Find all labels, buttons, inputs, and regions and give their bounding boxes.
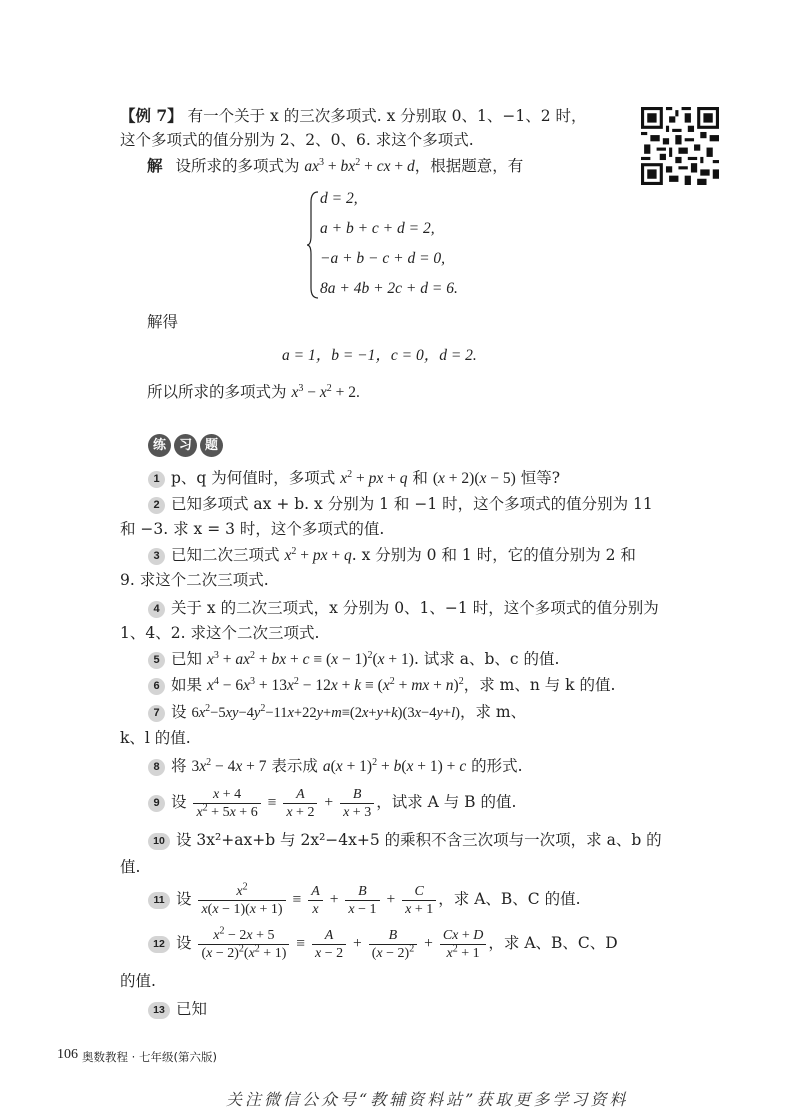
exercise-6: 6 如果 $x^4 - 6x^3 + 13x^2 - 12x + k \equiv (x^2$ + mx + n)$^2$，求 m、n 与 k 的值.	[148, 674, 615, 697]
exercise-text: 设	[171, 793, 187, 811]
page-number: 106	[57, 1047, 78, 1062]
solution-values: a = 1，b = −1，c = 0，d = 2.	[282, 347, 477, 364]
exercise-text: 已知	[176, 1000, 208, 1018]
badge-char-2: 习	[174, 434, 197, 457]
exercise-9: 9 设 $\frac{x + 4}{x^2 + 5x + 6}$ ≡ $\frac{A}{x + 2}$ + $\frac{B}{x + 3}$ ，试求 A 与 B 的值.	[148, 785, 516, 821]
exercise-5: 5 已知 $x^3 + ax^2$ + bx + $c \equiv (x - 1)^2(x + 1)$. 试求 a、b、c 的值.	[148, 648, 559, 671]
qr-code-icon	[641, 106, 719, 186]
exercise-text: 将	[171, 757, 187, 775]
exercise-number: 1	[148, 471, 165, 488]
watermark-text: 关注微信公众号“教辅资料站”获取更多学习资料	[226, 1090, 629, 1109]
book-title: 奥数教程 · 七年级(第六版)	[82, 1050, 217, 1064]
badge-char-1: 练	[148, 434, 171, 457]
exercise-number: 4	[148, 601, 165, 618]
system-eq-2: a + b + c + d = 2,	[320, 220, 435, 237]
exercise-text: 设	[176, 934, 192, 952]
exercise-number: 5	[148, 652, 165, 669]
solution-label: 解	[147, 156, 163, 175]
exercises-heading	[148, 434, 223, 460]
exercise-text: 设 3x²+ax+b 与 2x²−4x+5 的乘积不含三次项与一次项，求 a、b 的	[176, 831, 662, 849]
exercise-8: 8 将 $3x^2 - 4x + 7$ 表示成 $a(x + 1)^2 + b(x + 1) + c$ 的形式.	[148, 755, 523, 778]
exercise-mid: 表示成	[271, 757, 318, 775]
exercise-10-cont: 值.	[120, 858, 141, 876]
solution-tail: ，根据题意，有	[414, 157, 524, 175]
exercise-tail: ，求 m、	[459, 703, 527, 721]
exercise-number: 9	[148, 795, 165, 812]
conclusion-line	[147, 381, 360, 404]
exercise-text: 如果	[171, 676, 203, 694]
exercise-tail: 恒等?	[520, 469, 561, 487]
exercise-number: 13	[148, 1002, 170, 1019]
exercise-2	[148, 493, 653, 515]
system-brace	[306, 190, 320, 300]
polynomial-expression: $ax^3 + bx^2$ + cx + d	[304, 156, 415, 175]
example-statement-1: 有一个关于 x 的三次多项式. x 分别取 0、1、−1、2 时，	[187, 107, 587, 125]
exercise-number: 11	[148, 892, 170, 909]
exercise-text: 已知二次三项式	[171, 546, 280, 564]
example-statement-2: 这个多项式的值分别为 2、2、0、6. 求这个多项式.	[120, 131, 474, 149]
exercise-4	[148, 597, 659, 619]
exercise-text: 已知	[171, 650, 203, 668]
exercise-number: 2	[148, 497, 165, 514]
exercise-tail: ，求 A、B、C、D	[488, 934, 618, 952]
exercise-11: 11 设 $\frac{x^2}{x(x - 1)(x + 1)}$ ≡ $\frac{A}{x}$ + $\frac{B}{x - 1}$ + $\frac{C}{x + 1}$ ，求 A、B、C 的值.	[148, 881, 581, 918]
conclusion-text: 所以所求的多项式为	[147, 383, 287, 401]
exercise-tail: . x 分别为 0 和 1 时，它的值分别为 2 和	[351, 546, 636, 564]
exercise-number: 10	[148, 833, 170, 850]
exercise-text: 已知多项式 ax + b. x 分别为 1 和 −1 时，这个多项式的值分别为 11	[171, 495, 653, 513]
exercise-number: 6	[148, 678, 165, 695]
exercise-13	[148, 998, 207, 1020]
exercise-tail: . 试求 a、b、c 的值.	[413, 650, 560, 668]
exercise-number: 12	[148, 936, 170, 953]
exercise-number: 7	[148, 705, 165, 722]
exercise-12: 12 设 $\frac{x^2 - 2x + 5}{(x - 2)^2(x^2 + 1)}$ ≡ $\frac{A}{x - 2}$ + $\frac{B}{(x - 2)^2}$ + $\frac{Cx + D}{x^2 + 1}$ ，求 A、B、C、D	[148, 925, 618, 962]
exercise-7: 7 设 $6x^2-5xy-4y^2-11x+22y+m\equiv(2x+y+k)(3x-4y+l)$，求 m、	[148, 701, 526, 724]
exercise-2-cont: 和 −3. 求 x = 3 时，这个多项式的值.	[120, 520, 385, 538]
exercise-tail: ，求 m、n 与 k 的值.	[463, 676, 616, 694]
exercise-12-cont: 的值.	[120, 972, 156, 990]
solution-text: 设所求的多项式为	[175, 157, 300, 175]
exercise-7-cont: k、l 的值.	[120, 729, 191, 747]
solved-label: 解得	[147, 313, 179, 331]
exercise-4-cont: 1、4、2. 求这个二次三项式.	[120, 624, 320, 642]
exercise-text: 设	[171, 703, 187, 721]
system-eq-1: d = 2,	[320, 190, 358, 207]
exercise-text: p、q 为何值时，多项式	[171, 469, 336, 487]
exercise-3-cont: 9. 求这个二次三项式.	[120, 571, 269, 589]
solution-line	[147, 155, 523, 178]
exercise-number: 8	[148, 759, 165, 776]
final-polynomial: $x^3 - x^2 + 2$.	[291, 382, 360, 401]
exercise-10	[148, 829, 662, 851]
example-line-1	[120, 105, 587, 127]
exercise-tail: ，求 A、B、C 的值.	[438, 890, 581, 908]
exercise-tail: 的形式.	[471, 757, 523, 775]
example-label: 【例 7】	[120, 106, 183, 125]
exercise-3: 3 已知二次三项式 $x^2$ + px + q. x 分别为 0 和 1 时，它的值分别为 2 和	[148, 544, 636, 567]
exercise-text: 关于 x 的二次三项式，x 分别为 0、1、−1 时，这个多项式的值分别为	[171, 599, 659, 617]
exercise-tail: ，试求 A 与 B 的值.	[376, 793, 517, 811]
exercise-number: 3	[148, 548, 165, 565]
badge-char-3: 题	[200, 434, 223, 457]
system-eq-4: 8a + 4b + 2c + d = 6.	[320, 280, 458, 297]
exercise-1: 1 p、q 为何值时，多项式 $x^2$ + px + q 和 (x + 2)(x − 5) 恒等?	[148, 467, 560, 490]
system-eq-3: −a + b − c + d = 0,	[320, 250, 446, 267]
exercise-text: 设	[176, 890, 192, 908]
